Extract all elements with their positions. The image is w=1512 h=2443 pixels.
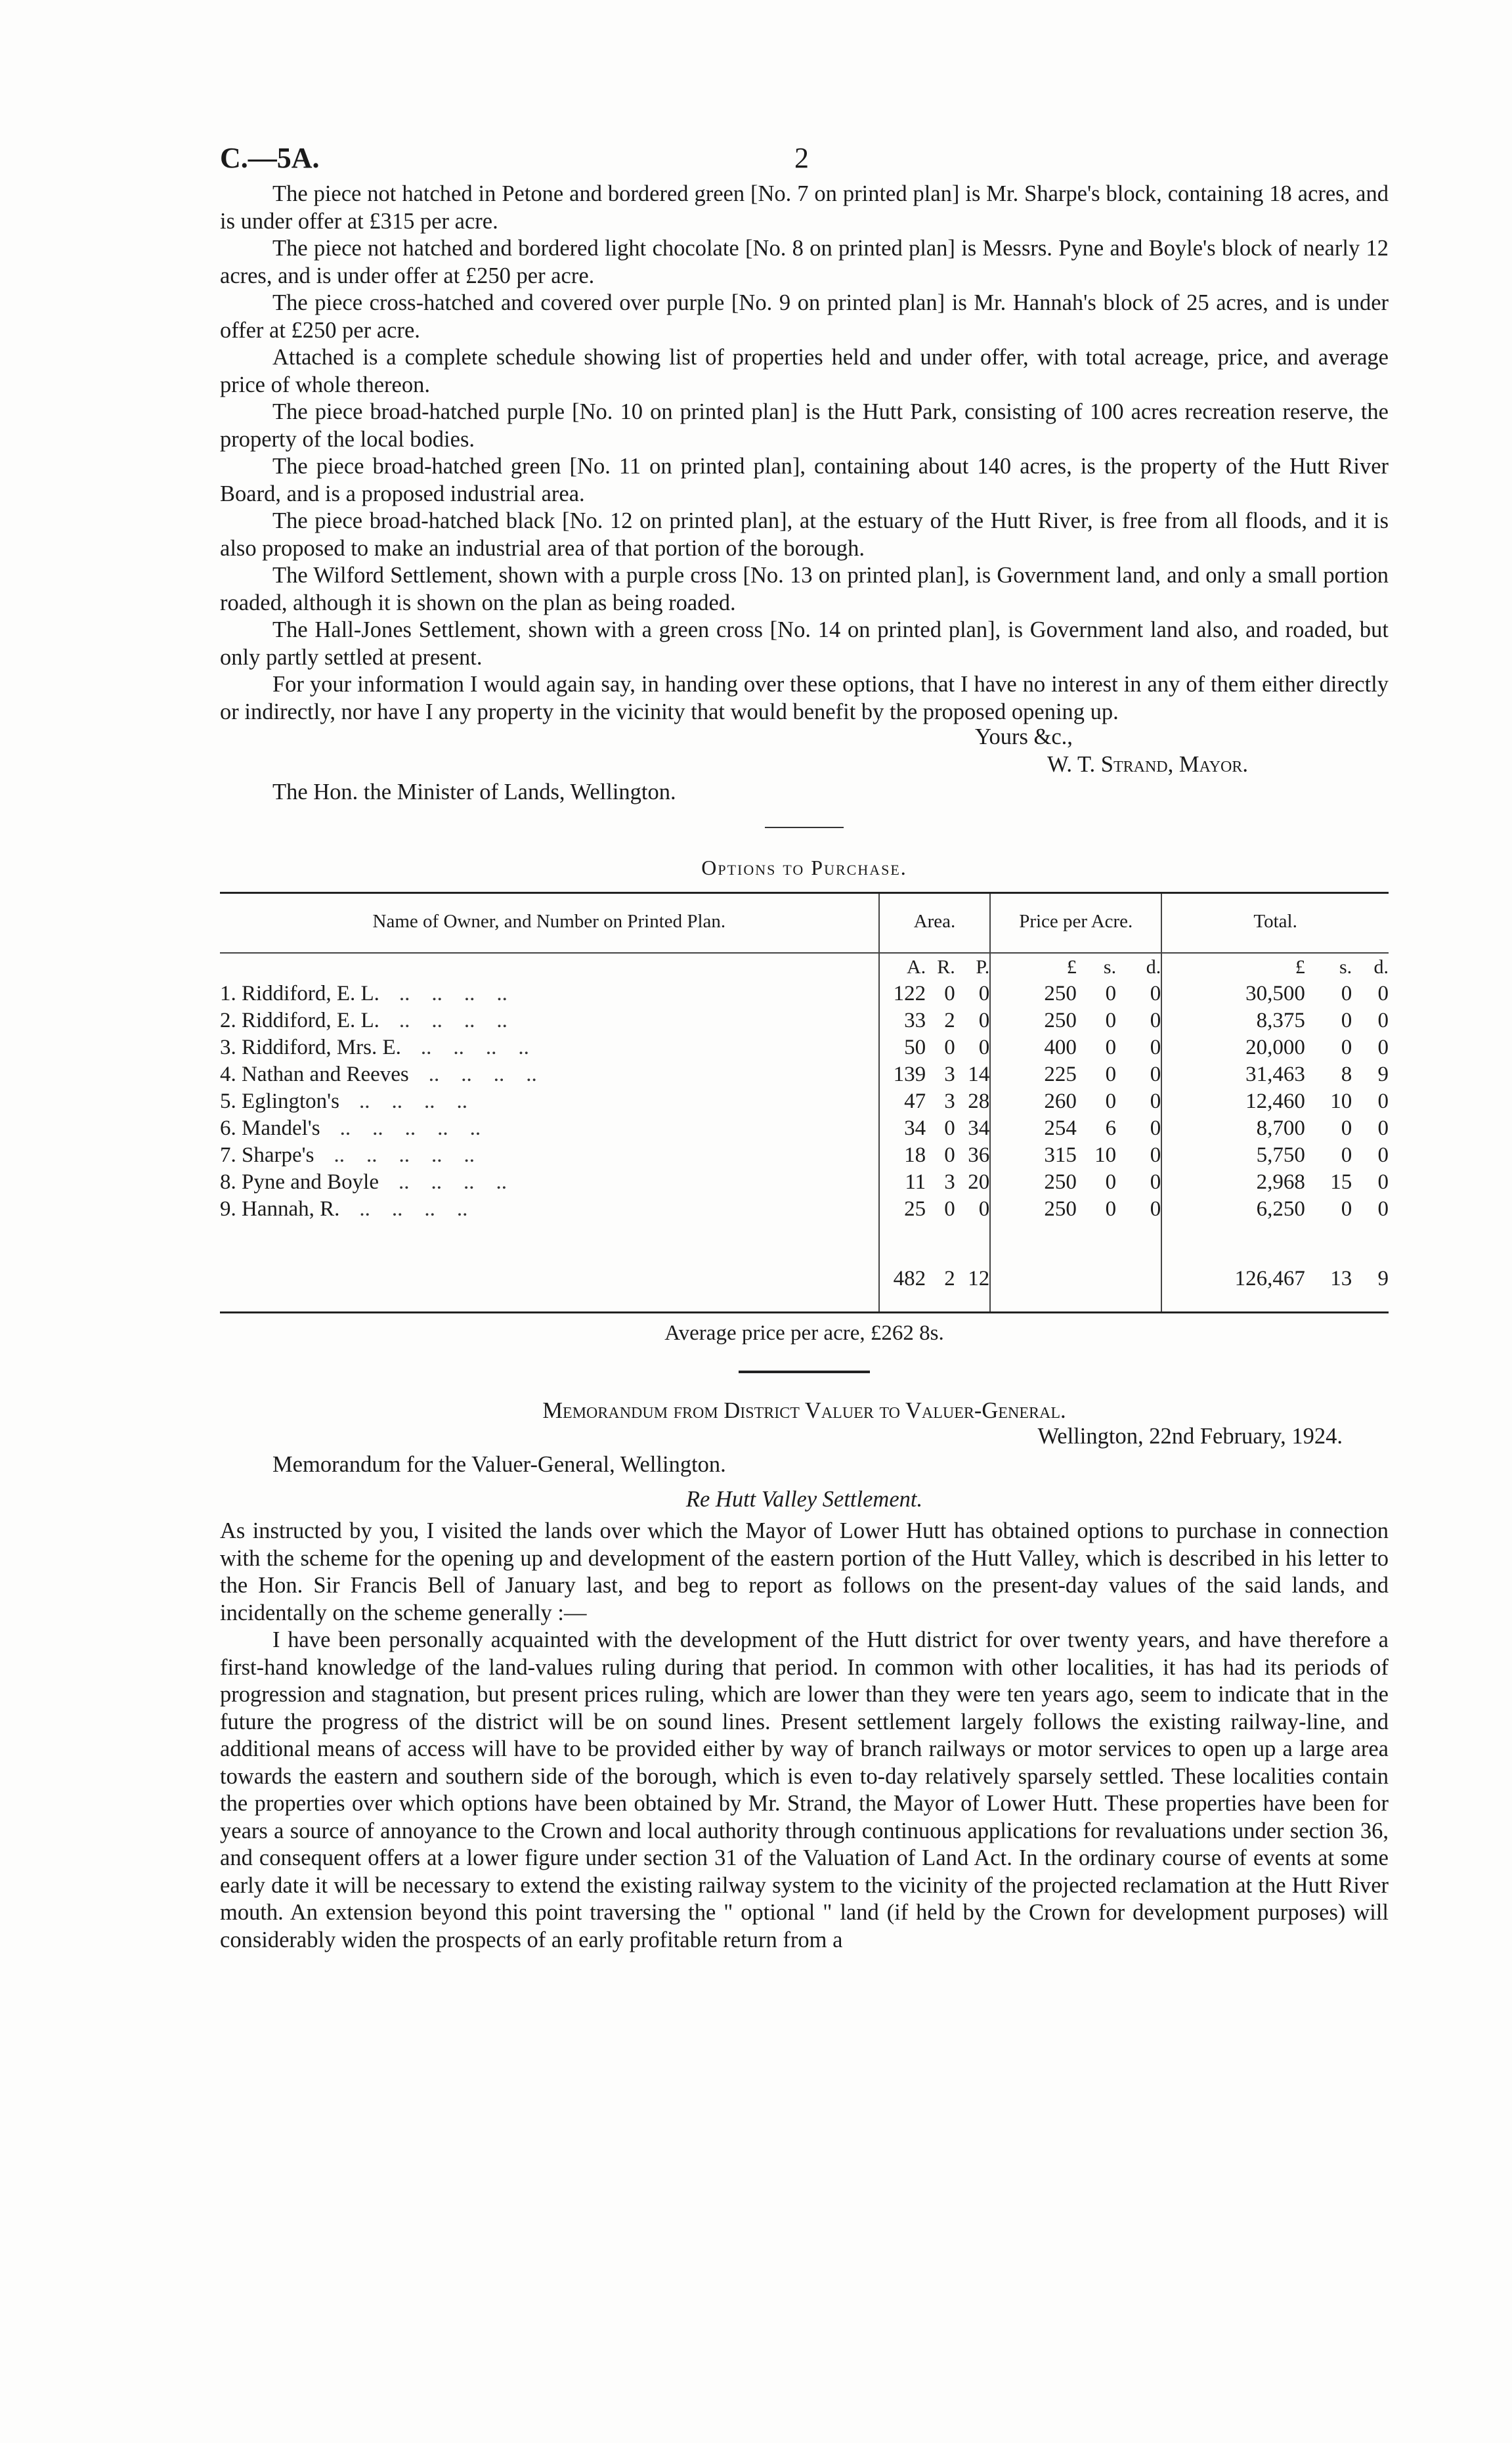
price-shillings: 0 — [1105, 982, 1117, 1005]
header-total: Total. — [1161, 893, 1389, 954]
price-shillings: 10 — [1094, 1143, 1117, 1167]
table-caption: Options to Purchase. — [701, 856, 907, 879]
leader-dots: .. .. .. .. — [428, 1063, 537, 1086]
memo-heading: Memorandum from District Valuer to Valuer-General. — [542, 1398, 1066, 1423]
unit-shillings: s. — [1103, 956, 1117, 978]
leader-dots: .. .. .. .. .. — [334, 1143, 475, 1167]
memo-date: Wellington, 22nd February, 1924. — [1037, 1424, 1343, 1449]
area-acres: 139 — [879, 1061, 926, 1088]
header-owner: Name of Owner, and Number on Printed Plan. — [220, 893, 879, 954]
owner-name: 5. Eglington's — [220, 1089, 339, 1113]
header-area: Area. — [879, 893, 991, 954]
page-number: 2 — [794, 142, 809, 174]
table-row — [220, 1034, 1389, 1061]
owner-cell — [220, 1088, 879, 1115]
owner-name: 1. Riddiford, E. L. — [220, 982, 379, 1005]
document-page — [220, 135, 1389, 1954]
price-pence: 0 — [1150, 1116, 1161, 1140]
total-shillings: 0 — [1341, 982, 1352, 1005]
area-roods: 3 — [944, 1063, 955, 1086]
total-pounds: 30,500 — [1161, 980, 1305, 1007]
area-perches: 0 — [978, 1036, 990, 1059]
total-pence: 0 — [1377, 1197, 1389, 1221]
addressee: The Hon. the Minister of Lands, Wellington. — [272, 780, 676, 804]
price-pounds: 254 — [990, 1115, 1077, 1142]
table-row — [220, 1088, 1389, 1115]
owner-name: 8. Pyne and Boyle — [220, 1170, 379, 1194]
total-shillings: 0 — [1341, 1009, 1352, 1032]
area-roods: 0 — [944, 1116, 955, 1140]
owner-name: 7. Sharpe's — [220, 1143, 314, 1167]
total-shillings: 15 — [1330, 1170, 1352, 1194]
price-pence: 0 — [1150, 1089, 1161, 1113]
total-pence: 0 — [1377, 1143, 1389, 1167]
area-perches: 34 — [968, 1116, 990, 1140]
area-roods: 0 — [944, 1036, 955, 1059]
average-price: Average price per acre, £262 8s. — [664, 1321, 944, 1345]
letter-paragraph: The piece broad-hatched purple [No. 10 on printed plan] is the Hutt Park, consisting of 100 acres recreation reserve, the property of the local bodies. — [220, 399, 1389, 452]
memo-recipient: Memorandum for the Valuer-General, Wellington. — [272, 1452, 726, 1477]
options-table — [220, 892, 1389, 1313]
letter-paragraph: Attached is a complete schedule showing list of properties held and under offer, with total acreage, price, and average price of whole thereon. — [220, 345, 1389, 397]
area-roods: 0 — [944, 982, 955, 1005]
area-perches: 28 — [968, 1089, 990, 1113]
total-pence: 9 — [1377, 1063, 1389, 1086]
price-shillings: 6 — [1105, 1116, 1117, 1140]
area-acres: 34 — [879, 1115, 926, 1142]
area-roods: 2 — [944, 1009, 955, 1032]
price-shillings: 0 — [1105, 1063, 1117, 1086]
table-row — [220, 1142, 1389, 1169]
area-acres: 25 — [879, 1196, 926, 1223]
area-perches: 36 — [968, 1143, 990, 1167]
table-row — [220, 980, 1389, 1007]
total-roods: 2 — [944, 1267, 955, 1290]
spacer-row — [220, 1223, 1389, 1250]
leader-dots: .. .. .. .. — [420, 1036, 529, 1059]
document-code: C.—5A. — [220, 142, 320, 174]
table-row — [220, 1196, 1389, 1223]
price-pounds: 250 — [990, 1007, 1077, 1034]
total-shillings: 0 — [1341, 1197, 1352, 1221]
letter-paragraph: The Wilford Settlement, shown with a purple cross [No. 13 on printed plan], is Government land, and only a small portion roaded, although it is shown on the plan as being roaded. — [220, 563, 1389, 615]
table-row — [220, 1169, 1389, 1196]
total-pence: 0 — [1377, 982, 1389, 1005]
owner-cell — [220, 1196, 879, 1223]
page-header — [220, 135, 1389, 181]
total-pounds: 6,250 — [1161, 1196, 1305, 1223]
letter-paragraph: The piece broad-hatched green [No. 11 on printed plan], containing about 140 acres, is the property of the Hutt River Board, and is a proposed industrial area. — [220, 454, 1389, 506]
price-pounds: 400 — [990, 1034, 1077, 1061]
section-divider — [765, 827, 844, 828]
closing-yours: Yours &c., — [975, 724, 1073, 749]
area-perches: 0 — [978, 1009, 990, 1032]
total-pounds: 2,968 — [1161, 1169, 1305, 1196]
area-roods: 0 — [944, 1143, 955, 1167]
area-roods: 3 — [944, 1089, 955, 1113]
area-acres: 33 — [879, 1007, 926, 1034]
area-roods: 0 — [944, 1197, 955, 1221]
memo-subject: Re Hutt Valley Settlement. — [685, 1487, 923, 1512]
letter-paragraph: The piece broad-hatched black [No. 12 on printed plan], at the estuary of the Hutt River, is free from all floods, and it is also proposed to make an industrial area of that portion of the borough. — [220, 508, 1389, 561]
table-row — [220, 1007, 1389, 1034]
total-shillings: 0 — [1341, 1036, 1352, 1059]
signature: W. T. Strand, Mayor. — [1047, 752, 1248, 777]
price-pounds: 260 — [990, 1088, 1077, 1115]
area-roods: 3 — [944, 1170, 955, 1194]
total-shillings: 10 — [1330, 1089, 1352, 1113]
units-row — [220, 953, 1389, 980]
unit-acres: A. — [879, 953, 926, 980]
unit-total-pence: d. — [1373, 956, 1389, 978]
price-pence: 0 — [1150, 1036, 1161, 1059]
total-pounds: 8,700 — [1161, 1115, 1305, 1142]
price-pounds: 250 — [990, 1196, 1077, 1223]
area-acres: 47 — [879, 1088, 926, 1115]
leader-dots: .. .. .. .. — [399, 982, 508, 1005]
price-shillings: 0 — [1105, 1170, 1117, 1194]
price-shillings: 0 — [1105, 1089, 1117, 1113]
total-pence: 0 — [1377, 1089, 1389, 1113]
owner-cell — [220, 1007, 879, 1034]
price-shillings: 0 — [1105, 1036, 1117, 1059]
price-shillings: 0 — [1105, 1197, 1117, 1221]
grand-total-pence: 9 — [1377, 1267, 1389, 1290]
grand-total-pounds: 126,467 — [1161, 1250, 1305, 1313]
owner-name: 4. Nathan and Reeves — [220, 1063, 409, 1086]
price-pounds: 225 — [990, 1061, 1077, 1088]
table-row — [220, 1115, 1389, 1142]
price-pence: 0 — [1150, 1009, 1161, 1032]
unit-pounds: £ — [990, 953, 1077, 980]
area-acres: 11 — [879, 1169, 926, 1196]
unit-pence: d. — [1146, 956, 1161, 978]
price-pence: 0 — [1150, 1197, 1161, 1221]
total-acres: 482 — [879, 1250, 926, 1313]
unit-total-shillings: s. — [1339, 956, 1352, 978]
leader-dots: .. .. .. .. — [359, 1197, 468, 1221]
leader-dots: .. .. .. .. — [398, 1170, 507, 1194]
total-pounds: 31,463 — [1161, 1061, 1305, 1088]
price-pounds: 250 — [990, 980, 1077, 1007]
grand-total-shillings: 13 — [1330, 1267, 1352, 1290]
total-pence: 0 — [1377, 1116, 1389, 1140]
memo-paragraph: As instructed by you, I visited the lands over which the Mayor of Lower Hutt has obtained options to purchase in connection with the scheme for the opening up and development of the eastern portion of the Hutt Valley, which is described in his letter to the Hon. Sir Francis Bell of January last, and beg to report as follows on the present-day values of the said lands, and incidentally on the scheme generally :— — [220, 1518, 1389, 1625]
section-divider — [739, 1371, 870, 1373]
owner-name: 6. Mandel's — [220, 1116, 320, 1140]
letter-closing — [220, 726, 1389, 807]
letter-paragraph: The piece not hatched and bordered light chocolate [No. 8 on printed plan] is Messrs. Pyne and Boyle's block of nearly 12 acres, and is under offer at £250 per acre. — [220, 236, 1389, 288]
unit-perches: P. — [976, 956, 990, 978]
leader-dots: .. .. .. .. .. — [339, 1116, 481, 1140]
total-pounds: 12,460 — [1161, 1088, 1305, 1115]
total-pence: 0 — [1377, 1170, 1389, 1194]
letter-body — [220, 181, 1389, 726]
total-pence: 0 — [1377, 1036, 1389, 1059]
total-perches: 12 — [968, 1267, 990, 1290]
area-acres: 50 — [879, 1034, 926, 1061]
area-acres: 18 — [879, 1142, 926, 1169]
leader-dots: .. .. .. .. — [399, 1009, 508, 1032]
price-pounds: 250 — [990, 1169, 1077, 1196]
total-pounds: 20,000 — [1161, 1034, 1305, 1061]
total-shillings: 0 — [1341, 1116, 1352, 1140]
total-shillings: 0 — [1341, 1143, 1352, 1167]
area-perches: 0 — [978, 982, 990, 1005]
total-shillings: 8 — [1341, 1063, 1352, 1086]
letter-paragraph: The piece cross-hatched and covered over purple [No. 9 on printed plan] is Mr. Hannah's block of 25 acres, and is under offer at £250 per acre. — [220, 290, 1389, 343]
letter-paragraph: For your information I would again say, in handing over these options, that I have no interest in any of them either directly or indirectly, nor have I any property in the vicinity that would benefit by the proposed opening up. — [220, 672, 1389, 724]
price-pounds: 315 — [990, 1142, 1077, 1169]
totals-row — [220, 1250, 1389, 1313]
owner-name: 2. Riddiford, E. L. — [220, 1009, 379, 1032]
price-shillings: 0 — [1105, 1009, 1117, 1032]
owner-cell — [220, 1142, 879, 1169]
total-pence: 0 — [1377, 1009, 1389, 1032]
owner-cell — [220, 1034, 879, 1061]
price-pence: 0 — [1150, 982, 1161, 1005]
memo-paragraph: I have been personally acquainted with the development of the Hutt district for over twenty years, and have therefore a first-hand knowledge of the land-values ruling during that period. In common with other localities, it has had its periods of progression and stagnation, but present prices ruling, which are lower than they were ten years ago, seem to indicate that in the future the progress of the district will be on sound lines. Present settlement largely follows the existing railway-line, and additional means of access will have to be provided either by way of branch railways or motor services to open up a large area towards the eastern and southern side of the borough, which is even to-day relatively sparsely settled. These localities contain the properties over which options have been obtained by Mr. Strand, the Mayor of Lower Hutt. These properties have been for years a source of annoyance to the Crown and local authority through continuous applications for revaluations under section 36, and consequent offers at a lower figure under section 31 of the Valuation of Land Act. In the ordinary course of events at some early date it will be necessary to extend the existing railway system to the vicinity of the projected reclamation at the Hutt River mouth. An extension beyond this point traversing the " optional " land (if held by the Crown for development purposes) will considerably widen the prospects of an early profitable return from a — [220, 1627, 1389, 1952]
table-row — [220, 1061, 1389, 1088]
owner-name: 3. Riddiford, Mrs. E. — [220, 1036, 401, 1059]
total-pounds: 5,750 — [1161, 1142, 1305, 1169]
letter-paragraph: The Hall-Jones Settlement, shown with a green cross [No. 14 on printed plan], is Government land also, and roaded, but only partly settled at present. — [220, 617, 1389, 670]
owner-cell — [220, 980, 879, 1007]
price-pence: 0 — [1150, 1170, 1161, 1194]
total-pounds: 8,375 — [1161, 1007, 1305, 1034]
owner-cell — [220, 1061, 879, 1088]
owner-name: 9. Hannah, R. — [220, 1197, 340, 1221]
unit-roods: R. — [937, 956, 955, 978]
area-perches: 14 — [968, 1063, 990, 1086]
owner-cell — [220, 1169, 879, 1196]
letter-paragraph: The piece not hatched in Petone and bordered green [No. 7 on printed plan] is Mr. Sharpe's block, containing 18 acres, and is under offer at £315 per acre. — [220, 181, 1389, 234]
price-pence: 0 — [1150, 1063, 1161, 1086]
leader-dots: .. .. .. .. — [358, 1089, 467, 1113]
area-perches: 0 — [978, 1197, 990, 1221]
unit-total-pounds: £ — [1161, 953, 1305, 980]
price-pence: 0 — [1150, 1143, 1161, 1167]
area-acres: 122 — [879, 980, 926, 1007]
area-perches: 20 — [968, 1170, 990, 1194]
header-price: Price per Acre. — [990, 893, 1161, 954]
owner-cell — [220, 1115, 879, 1142]
